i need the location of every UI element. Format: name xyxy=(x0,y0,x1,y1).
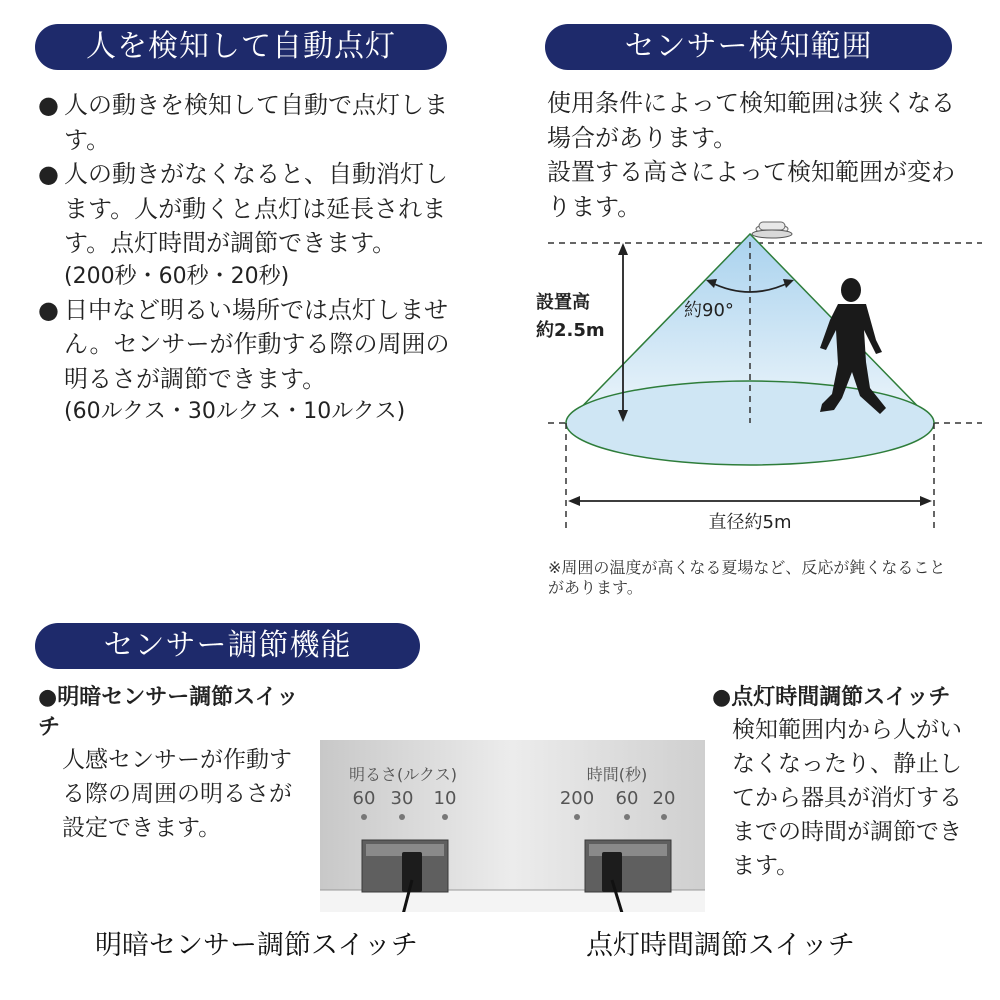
timer-switch-info xyxy=(712,683,967,883)
timer-switch-title: ●点灯時間調節スイッチ xyxy=(712,685,951,710)
height-label: 設置高 xyxy=(536,292,590,313)
caption-brightness-switch: 明暗センサー調節スイッチ xyxy=(95,930,418,961)
section-title-auto-light: 人を検知して自動点灯 xyxy=(35,24,447,70)
bullet-icon: ● xyxy=(712,685,732,710)
note-text: 周囲の温度が高くなる夏場など、反応が鈍くなることがあります。 xyxy=(548,558,946,597)
brightness-switch-title: ●明暗センサー調節スイッチ xyxy=(38,685,299,740)
sensor-light-icon xyxy=(752,222,792,238)
timer-value: 200 xyxy=(559,788,595,809)
bullet-icon: ● xyxy=(38,295,59,324)
arrow-left-icon xyxy=(568,496,580,506)
brightness-value: 10 xyxy=(433,788,457,809)
bullet-icon: ● xyxy=(38,160,59,188)
bullet-icon: ● xyxy=(38,685,58,710)
list-item xyxy=(38,157,450,293)
diameter-label: 直径約5m xyxy=(708,512,792,533)
section-title-sensor-adjust: センサー調節機能 xyxy=(35,623,420,669)
brightness-value: 60 xyxy=(352,788,376,809)
arrow-up-icon xyxy=(618,243,628,255)
list-item-text: 人の動きを検知して自動で点灯します。 xyxy=(64,91,448,154)
range-desc-2: 設置する高さによって検知範囲が変わります。 xyxy=(547,158,955,221)
caption-timer-switch: 点灯時間調節スイッチ xyxy=(586,930,855,961)
list-item xyxy=(38,293,450,429)
brightness-panel-label: 明るさ(ルクス) xyxy=(348,765,458,784)
sensor-range-diagram xyxy=(520,212,990,542)
list-item-text: 人の動きがなくなると、自動消灯します。人が動くと点灯は延長されます。点灯時間が調節できます。 xyxy=(64,160,448,257)
timer-slider-switch[interactable] xyxy=(585,840,671,892)
height-value: 約2.5m xyxy=(536,320,605,341)
note-mark-icon: ※ xyxy=(548,558,562,577)
switch-panel-photo xyxy=(320,740,705,912)
list-item-subtext: (200秒・60秒・20秒) xyxy=(64,263,290,289)
timer-panel-label: 時間(秒) xyxy=(586,765,648,784)
brightness-slider-switch[interactable] xyxy=(362,840,448,892)
timer-switch-desc: 検知範囲内から人がいなくなったり、静止してから器具が消灯するまでの時間が調節できます。 xyxy=(732,717,962,879)
timer-value: 60 xyxy=(615,788,639,809)
list-item-subtext: (60ルクス・30ルクス・10ルクス) xyxy=(64,399,406,424)
bullet-icon: ● xyxy=(38,91,59,119)
brightness-switch-desc: 人感センサーが作動する際の周囲の明るさが設定できます。 xyxy=(62,747,292,841)
temperature-note xyxy=(548,558,958,598)
brightness-value: 30 xyxy=(390,788,414,809)
list-item xyxy=(38,88,450,157)
section-title-sensor-range: センサー検知範囲 xyxy=(545,24,952,70)
list-item-text: 日中など明るい場所では点灯しません。センサーが作動する際の周囲の明るさが調節できます。 xyxy=(64,295,450,393)
angle-label: 約90° xyxy=(684,300,734,321)
arrow-right-icon xyxy=(920,496,932,506)
brightness-switch-info xyxy=(38,683,308,845)
sensor-range-description xyxy=(547,86,959,224)
auto-light-list xyxy=(38,88,450,428)
timer-value: 20 xyxy=(652,788,676,809)
range-desc-1: 使用条件によって検知範囲は狭くなる場合があります。 xyxy=(547,89,955,152)
